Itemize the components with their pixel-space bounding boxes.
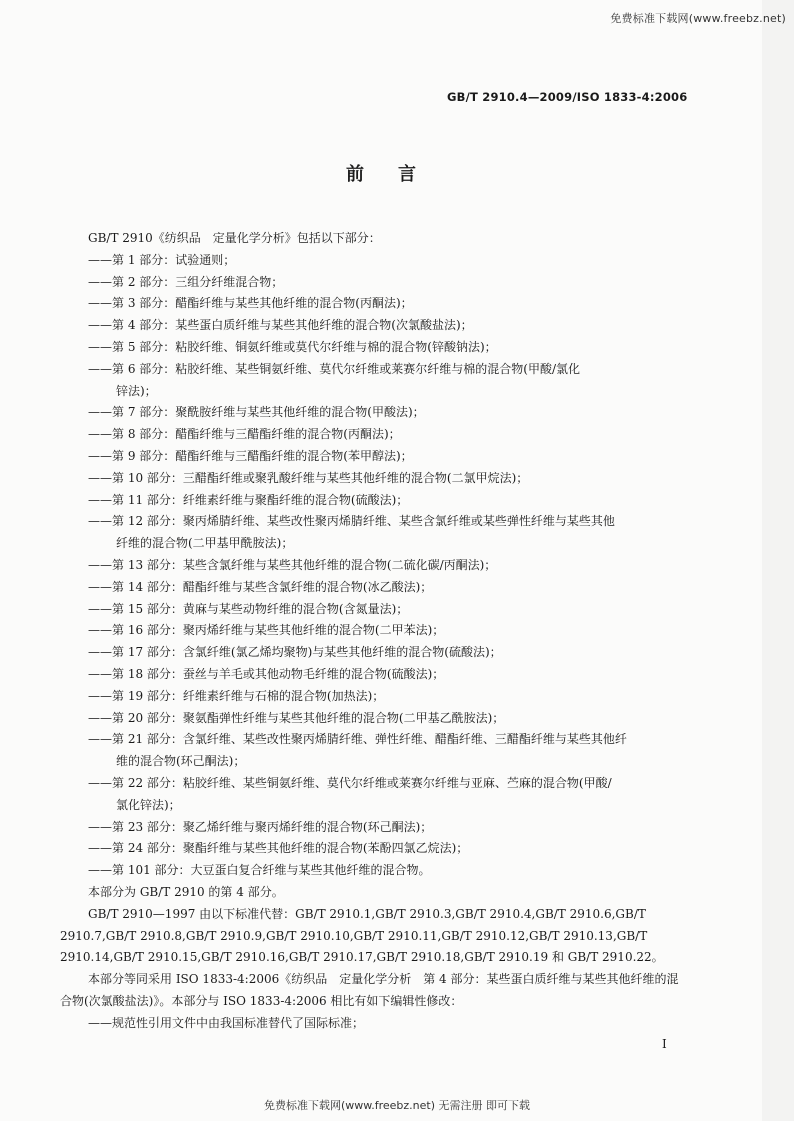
list-item-text: ——第 9 部分：醋酯纤维与三醋酯纤维的混合物(苯甲醇法)； <box>88 448 413 463</box>
standard-code: GB/T 2910.4—2009/ISO 1833-4:2006 <box>447 90 688 104</box>
list-item-continuation: 纤维的混合物(二甲基甲酰胺法)； <box>116 536 294 551</box>
page-title: 前言 <box>346 164 450 185</box>
list-item-text: ——第 17 部分：含氯纤维(氯乙烯均聚物)与某些其他纤维的混合物(硫酸法)； <box>88 645 502 660</box>
paragraph-replacement: GB/T 2910—1997 由以下标准代替：GB/T 2910.1,GB/T 2910.3,GB/T 2910.4,GB/T 2910.6,GB/T 2910.7,GB/T 2910.8,GB/T 2910.9,GB/T 2910.10,GB/T 2910.11,GB/T 2910.12,GB/T 2910.13,GB/T 2910.14,GB/T 2910.15,GB/T 2910.16,GB/T 2910.17,GB/T 2910.18,GB/T 2910.19 和 GB/T 2910.22。 <box>60 906 664 965</box>
document-body <box>60 228 680 1034</box>
list-item <box>60 359 680 403</box>
list-item-text: ——第 14 部分：醋酯纤维与某些含氯纤维的混合物(冰乙酸法)； <box>88 579 433 594</box>
list-item <box>60 424 680 446</box>
list-item-text: ——第 6 部分：粘胶纤维、某些铜氨纤维、莫代尔纤维或莱赛尔纤维与棉的混合物(甲酸/氯化 <box>88 361 580 376</box>
list-item <box>60 838 680 860</box>
list-item <box>60 446 680 468</box>
list-item <box>60 817 680 839</box>
list-item <box>60 293 680 315</box>
list-item-text: ——第 21 部分：含氯纤维、某些改性聚丙烯腈纤维、弹性纤维、醋酯纤维、三醋酯纤维与某些其他纤 <box>88 732 627 747</box>
watermark-top[interactable]: 免费标准下载网(www.freebz.net) <box>610 12 786 25</box>
list-item-text: ——第 8 部分：醋酯纤维与三醋酯纤维的混合物(丙酮法)； <box>88 427 401 442</box>
list-item-text: ——第 15 部分：黄麻与某些动物纤维的混合物(含氮量法)； <box>88 601 409 616</box>
list-item-text: ——第 10 部分：三醋酯纤维或聚乳酸纤维与某些其他纤维的混合物(二氯甲烷法)； <box>88 470 529 485</box>
list-item <box>60 577 680 599</box>
list-item <box>60 337 680 359</box>
list-item-text: ——第 7 部分：聚酰胺纤维与某些其他纤维的混合物(甲酸法)； <box>88 405 425 420</box>
list-item <box>60 511 680 555</box>
paragraph-part-statement: 本部分为 GB/T 2910 的第 4 部分。 <box>88 884 284 899</box>
list-item-text: ——第 2 部分：三组分纤维混合物； <box>88 274 284 289</box>
list-item <box>60 860 680 882</box>
list-item <box>60 468 680 490</box>
list-item <box>60 272 680 294</box>
list-item-text: ——第 20 部分：聚氨酯弹性纤维与某些其他纤维的混合物(二甲基乙酰胺法)； <box>88 710 505 725</box>
list-item <box>60 708 680 730</box>
list-item-text: ——第 19 部分：纤维素纤维与石棉的混合物(加热法)； <box>88 688 385 703</box>
watermark-bottom[interactable]: 免费标准下载网(www.freebz.net) 无需注册 即可下载 <box>263 1099 531 1112</box>
list-item-text: ——第 24 部分：聚酯纤维与某些其他纤维的混合物(苯酚四氯乙烷法)； <box>88 841 469 856</box>
list-item-text: ——第 12 部分：聚丙烯腈纤维、某些改性聚丙烯腈纤维、某些含氯纤维或某些弹性纤维与某些其他 <box>88 514 615 529</box>
list-item-text: ——第 4 部分：某些蛋白质纤维与某些其他纤维的混合物(次氯酸盐法)； <box>88 318 473 333</box>
list-item <box>60 402 680 424</box>
list-item <box>60 620 680 642</box>
list-item-text: ——第 5 部分：粘胶纤维、铜氨纤维或莫代尔纤维与棉的混合物(锌酸钠法)； <box>88 339 497 354</box>
list-item <box>60 490 680 512</box>
list-item <box>60 729 680 773</box>
list-item <box>60 599 680 621</box>
list-item-text: ——第 23 部分：聚乙烯纤维与聚丙烯纤维的混合物(环己酮法)； <box>88 819 433 834</box>
page-margin-strip <box>762 0 794 1121</box>
list-item <box>60 315 680 337</box>
list-item-text: ——第 3 部分：醋酯纤维与某些其他纤维的混合物(丙酮法)； <box>88 296 413 311</box>
list-item <box>60 555 680 577</box>
list-item-text: ——第 22 部分：粘胶纤维、某些铜氨纤维、莫代尔纤维或莱赛尔纤维与亚麻、苎麻的混合物(甲酸/ <box>88 775 612 790</box>
list-item-continuation: 维的混合物(环己酮法)； <box>116 754 246 769</box>
list-item <box>60 773 680 817</box>
page-number: I <box>662 1037 667 1051</box>
list-item-text: ——第 18 部分：蚕丝与羊毛或其他动物毛纤维的混合物(硫酸法)； <box>88 666 445 681</box>
list-item-text: ——第 11 部分：纤维素纤维与聚酯纤维的混合物(硫酸法)； <box>88 492 409 507</box>
parts-list <box>60 250 680 882</box>
list-item-text: ——第 1 部分：试验通则； <box>88 252 236 267</box>
paragraph-adoption: 本部分等同采用 ISO 1833-4:2006《纺织品 定量化学分析 第 4 部分：某些蛋白质纤维与某些其他纤维的混合物(次氯酸盐法)》。本部分与 ISO 1833-4:2006 相比有如下编辑性修改： <box>60 972 679 1008</box>
list-item-text: ——第 16 部分：聚丙烯纤维与某些其他纤维的混合物(二甲苯法)； <box>88 623 445 638</box>
list-item <box>60 642 680 664</box>
list-item-edit: ——规范性引用文件中由我国标准替代了国际标准； <box>88 1015 365 1030</box>
list-item-text: ——第 101 部分：大豆蛋白复合纤维与某些其他纤维的混合物。 <box>88 863 431 878</box>
intro-line: GB/T 2910《纺织品 定量化学分析》包括以下部分： <box>88 231 381 245</box>
list-item <box>60 664 680 686</box>
list-item-continuation: 锌法)； <box>116 383 157 398</box>
list-item <box>60 250 680 272</box>
list-item <box>60 686 680 708</box>
list-item-text: ——第 13 部分：某些含氯纤维与某些其他纤维的混合物(二硫化碳/丙酮法)； <box>88 557 497 572</box>
list-item-continuation: 氯化锌法)； <box>116 797 181 812</box>
